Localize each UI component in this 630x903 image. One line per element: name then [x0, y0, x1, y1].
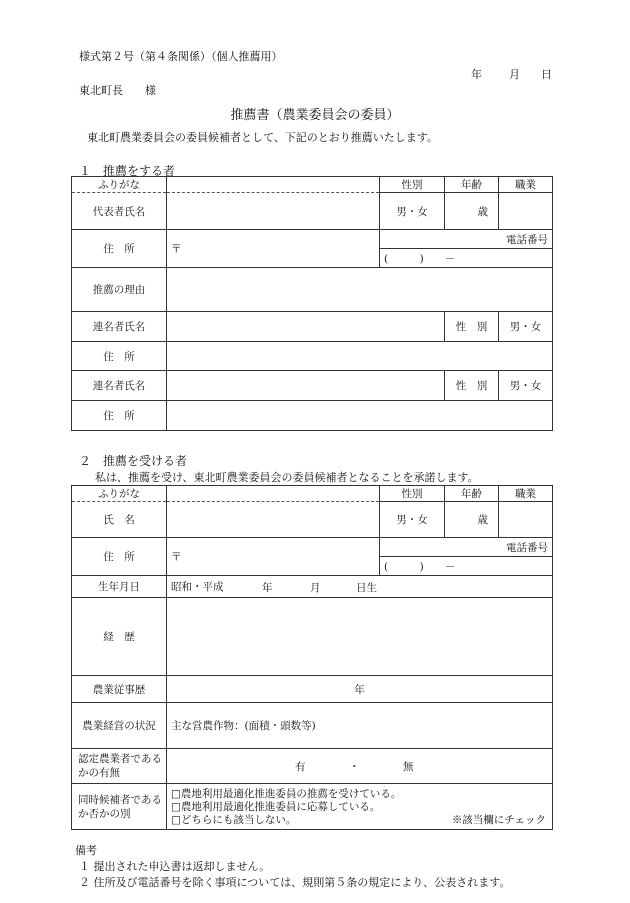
certified-yes[interactable]: 有: [295, 761, 306, 773]
dual-field: [167, 784, 553, 830]
cand-name-label: 氏 名: [72, 502, 167, 538]
birth-month: 月: [310, 582, 321, 594]
recommender-table: [71, 176, 553, 431]
cand-gender-header: 性別: [380, 486, 445, 502]
joint-address-field-1[interactable]: [167, 342, 553, 371]
gender-header: 性別: [380, 177, 445, 193]
dual-option-2[interactable]: □農地利用最適化推進委員に応募している。: [171, 800, 381, 813]
certified-field[interactable]: [167, 749, 553, 784]
age-header: 年齢: [445, 177, 499, 193]
birth-label: 生年月日: [72, 576, 167, 598]
note-1: １ 提出された申込書は返却しません。: [79, 860, 271, 873]
farm-years-field[interactable]: 年: [167, 676, 553, 703]
cand-phone-label: 電話番号: [380, 538, 553, 557]
joint-name-field-2[interactable]: [167, 371, 445, 401]
birth-year: 年: [262, 582, 273, 594]
rep-gender-field[interactable]: 男・女: [380, 193, 445, 230]
joint-gender-label-1: 性 別: [445, 312, 499, 342]
document-title: 推薦書（農業委員会の委員）: [230, 108, 400, 123]
rep-name-field[interactable]: [167, 193, 380, 230]
date-line: [0, 66, 630, 80]
cand-furigana-field[interactable]: [167, 486, 380, 502]
cand-address-field[interactable]: 〒: [167, 538, 380, 576]
joint-name-field-1[interactable]: [167, 312, 445, 342]
reason-field[interactable]: [167, 268, 553, 312]
rep-address-field[interactable]: 〒: [167, 230, 380, 268]
cand-job-field[interactable]: [499, 502, 553, 538]
rep-address-label: 住 所: [72, 230, 167, 268]
furigana-label: ふりがな: [72, 177, 167, 193]
birth-era: 昭和・平成: [171, 581, 224, 593]
section1-heading: １ 推薦をする者: [79, 164, 176, 178]
birth-field[interactable]: [167, 576, 553, 598]
joint-address-label-2: 住 所: [72, 401, 167, 431]
certified-no[interactable]: 無: [403, 761, 414, 773]
joint-address-field-2[interactable]: [167, 401, 553, 431]
farm-status-label: 農業経営の状況: [72, 703, 167, 749]
farm-years-label: 農業従事歴: [72, 676, 167, 703]
rep-age-field[interactable]: 歳: [445, 193, 499, 230]
certified-label: 認定農業者であるかの有無: [72, 749, 167, 784]
joint-gender-field-1[interactable]: 男・女: [499, 312, 553, 342]
birth-day: 日生: [356, 582, 377, 594]
addressee: 東北町長 様: [79, 84, 156, 97]
cand-furigana-label: ふりがな: [72, 486, 167, 502]
cand-phone-field[interactable]: ( ) －: [380, 557, 553, 576]
joint-name-label-1: 連名者氏名: [72, 312, 167, 342]
cand-age-header: 年齢: [445, 486, 499, 502]
joint-name-label-2: 連名者氏名: [72, 371, 167, 401]
section2-heading: ２ 推薦を受ける者: [79, 454, 188, 468]
rep-job-field[interactable]: [499, 193, 553, 230]
cand-age-field[interactable]: 歳: [445, 502, 499, 538]
reason-label: 推薦の理由: [72, 268, 167, 312]
cand-name-field[interactable]: [167, 502, 380, 538]
rep-phone-label: 電話番号: [380, 230, 553, 249]
joint-gender-field-2[interactable]: 男・女: [499, 371, 553, 401]
check-note: ※該当欄にチェック: [451, 814, 546, 826]
candidate-table: [71, 485, 553, 830]
farm-status-field[interactable]: 主な営農作物：(面積・頭数等): [167, 703, 553, 749]
rep-phone-field[interactable]: ( ) －: [380, 249, 553, 268]
job-header: 職業: [499, 177, 553, 193]
date-month: 月: [509, 68, 520, 81]
date-year: 年: [471, 68, 482, 81]
joint-gender-label-2: 性 別: [445, 371, 499, 401]
cand-address-label: 住 所: [72, 538, 167, 576]
joint-address-label-1: 住 所: [72, 342, 167, 371]
consent-text: 私は、推薦を受け、東北町農業委員会の委員候補者となることを承諾します。: [95, 471, 479, 484]
note-2: ２ 住所及び電話番号を除く事項については、規則第５条の規定により、公表されます。: [79, 876, 511, 889]
form-reference: 様式第２号（第４条関係）（個人推薦用）: [79, 50, 283, 63]
cand-job-header: 職業: [499, 486, 553, 502]
rep-name-label: 代表者氏名: [72, 193, 167, 230]
dual-option-1[interactable]: □農地利用最適化推進委員の推薦を受けている。: [171, 787, 402, 800]
career-field[interactable]: [167, 598, 553, 676]
notes-heading: 備考: [75, 844, 97, 857]
career-label: 経 歴: [72, 598, 167, 676]
date-day: 日: [541, 68, 552, 81]
furigana-field[interactable]: [167, 177, 380, 193]
cand-gender-field[interactable]: 男・女: [380, 502, 445, 538]
dual-option-3[interactable]: □どちらにも該当しない。: [171, 813, 297, 826]
intro-text: 東北町農業委員会の委員候補者として、下記のとおり推薦いたします。: [87, 131, 438, 144]
dual-label: 同時候補者であるか否かの別: [72, 784, 167, 830]
certified-separator: ・: [349, 761, 360, 773]
